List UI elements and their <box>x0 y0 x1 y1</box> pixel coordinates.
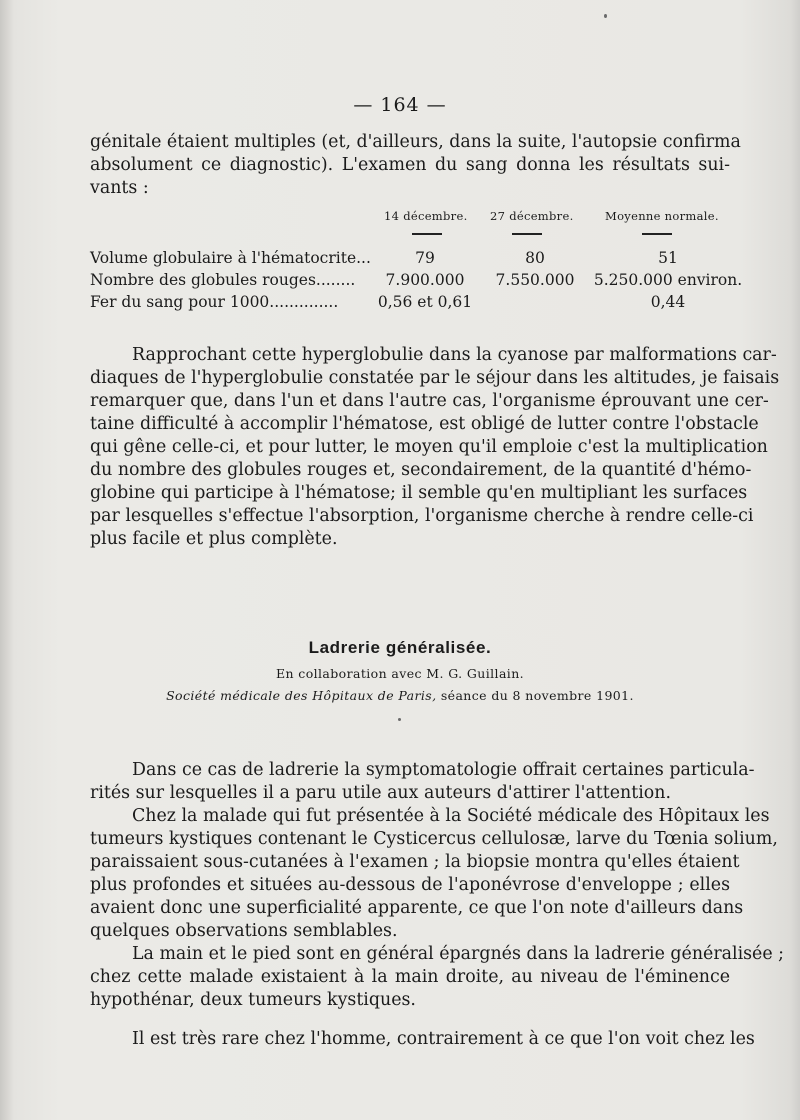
text-line: quelques observations semblables. <box>90 921 398 941</box>
text-line: taine difficulté à accomplir l'hématose, est obligé de lutter contre l'obstacle <box>90 414 759 434</box>
text-line: La main et le pied sont en général épargnés dans la ladrerie généralisée ; <box>132 944 785 964</box>
header-rule <box>642 233 672 235</box>
text-line: hypothénar, deux tumeurs kystiques. <box>90 990 416 1010</box>
header-rule <box>512 233 542 235</box>
paragraph-homme <box>90 1028 755 1051</box>
text-line: Rapprochant cette hyperglobulie dans la cyanose par malformations car- <box>132 345 777 365</box>
column-header-normal: Moyenne normale. <box>605 209 719 223</box>
source-line <box>0 688 800 703</box>
paragraph-hyperglobulie <box>90 344 780 551</box>
cell-dec27: 80 <box>525 249 545 267</box>
table-row <box>90 293 750 313</box>
text-line: avaient donc une superficialité apparente, ce que l'on note d'ailleurs dans <box>90 898 744 918</box>
text-line: du nombre des globules rouges et, secondairement, de la quantité d'hémo- <box>90 460 752 480</box>
header-rule <box>412 233 442 235</box>
section-title: Ladrerie généralisée. <box>308 638 492 657</box>
paragraph-tumeurs <box>90 805 778 943</box>
text-line: plus profondes et situées au-dessous de l'aponévrose d'enveloppe ; elles <box>90 875 730 895</box>
text-line: rités sur lesquelles il a paru utile aux auteurs d'attirer l'attention. <box>90 783 671 803</box>
text-line: vants : <box>90 178 149 198</box>
collaboration-line: En collaboration avec M. G. Guillain. <box>275 666 525 681</box>
text-line: génitale étaient multiples (et, d'ailleurs, dans la suite, l'autopsie confirma <box>90 132 741 152</box>
text-line: Chez la malade qui fut présentée à la Société médicale des Hôpitaux les <box>132 806 770 826</box>
text-line: remarquer que, dans l'un et dans l'autre cas, l'organisme éprouvant une cer- <box>90 391 769 411</box>
row-label: Volume globulaire à l'hématocrite... <box>90 249 371 267</box>
table-row <box>90 271 750 291</box>
ink-speck <box>398 718 401 721</box>
text-line: paraissaient sous-cutanées à l'examen ; la biopsie montra qu'elles étaient <box>90 852 740 872</box>
cell-normal: 0,44 <box>650 293 686 311</box>
table-row <box>90 249 750 269</box>
cell-normal: 51 <box>658 249 678 267</box>
page-number: — 164 — <box>353 94 447 116</box>
paragraph-main-pied <box>90 943 785 1012</box>
column-header-dec14: 14 décembre. <box>384 209 468 223</box>
cell-normal: 5.250.000 environ. <box>593 271 743 289</box>
source-journal: Société médicale des Hôpitaux de Paris, <box>166 688 437 703</box>
text-line: chez cette malade existaient à la main droite, au niveau de l'éminence <box>90 967 730 987</box>
text-line: plus facile et plus complète. <box>90 529 338 549</box>
row-label: Nombre des globules rouges........ <box>90 271 356 289</box>
text-line: tumeurs kystiques contenant le Cysticercus cellulosæ, larve du Tœnia solium, <box>90 829 778 849</box>
text-line: par lesquelles s'effectue l'absorption, l'organisme cherche à rendre celle-ci <box>90 506 754 526</box>
cell-dec14: 0,56 et 0,61 <box>377 293 473 311</box>
cell-dec14: 7.900.000 <box>385 271 465 289</box>
paragraph-ladrerie-intro <box>90 759 755 805</box>
intro-paragraph <box>90 131 741 200</box>
text-line: globine qui participe à l'hématose; il semble qu'en multipliant les surfaces <box>90 483 748 503</box>
text-line: Il est très rare chez l'homme, contrairement à ce que l'on voit chez les <box>132 1029 755 1049</box>
cell-dec27: 7.550.000 <box>495 271 575 289</box>
row-label: Fer du sang pour 1000.............. <box>90 293 339 311</box>
column-header-dec27: 27 décembre. <box>490 209 574 223</box>
source-date: séance du 8 novembre 1901. <box>436 688 634 703</box>
text-line: absolument ce diagnostic). L'examen du sang donna les résultats sui- <box>90 155 730 175</box>
text-line: diaques de l'hyperglobulie constatée par le séjour dans les altitudes, je faisais <box>90 368 780 388</box>
text-line: qui gêne celle-ci, et pour lutter, le moyen qu'il emploie c'est la multiplication <box>90 437 768 457</box>
cell-dec14: 79 <box>415 249 435 267</box>
ink-speck <box>604 14 607 18</box>
text-line: Dans ce cas de ladrerie la symptomatologie offrait certaines particula- <box>132 760 755 780</box>
